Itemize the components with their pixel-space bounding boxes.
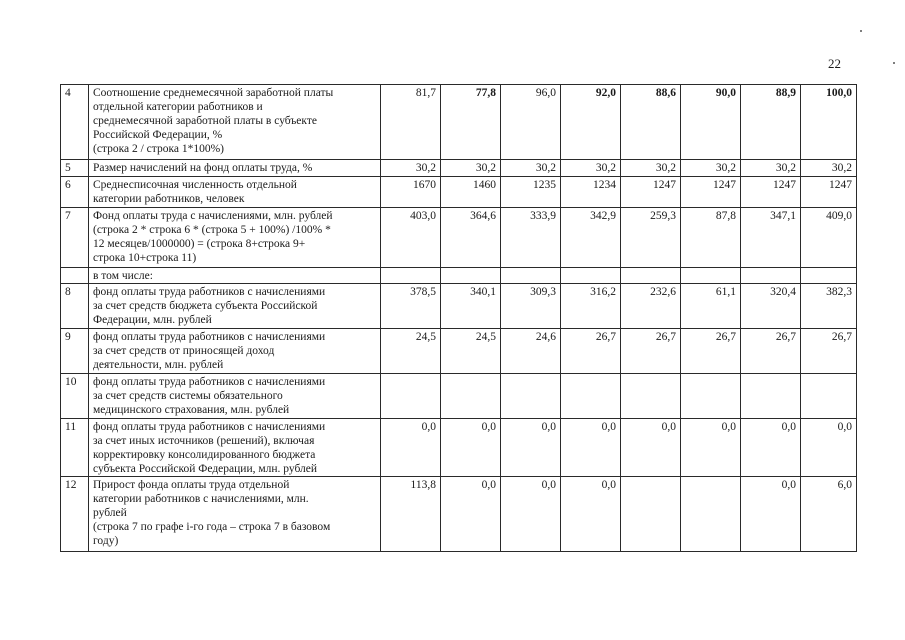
table-row: [61, 477, 857, 552]
value-cell: 30,2: [501, 160, 561, 177]
value-cell: [381, 268, 441, 284]
description-line: за счет средств от приносящей доход: [93, 345, 275, 357]
value-cell: [621, 268, 681, 284]
value-cell: 0,0: [801, 419, 857, 477]
value-cell: 24,6: [501, 329, 561, 374]
value-cell: [561, 268, 621, 284]
row-number: 5: [61, 160, 89, 177]
value-cell: 30,2: [741, 160, 801, 177]
description-line: строка 10+строка 11): [93, 252, 197, 264]
value-cell: 320,4: [741, 284, 801, 329]
description-line: Среднесписочная численность отдельной: [93, 179, 297, 191]
value-cell: 340,1: [441, 284, 501, 329]
row-number: 10: [61, 374, 89, 419]
value-cell: 26,7: [681, 329, 741, 374]
description-line: рублей: [93, 507, 127, 519]
description-line: Федерации, млн. рублей: [93, 314, 212, 326]
row-description: [89, 177, 381, 208]
value-cell: 77,8: [441, 85, 501, 160]
value-cell: 333,9: [501, 208, 561, 268]
value-cell: 0,0: [621, 419, 681, 477]
value-cell: 403,0: [381, 208, 441, 268]
value-cell: 88,9: [741, 85, 801, 160]
value-cell: 100,0: [801, 85, 857, 160]
row-description: [89, 419, 381, 477]
value-cell: [681, 268, 741, 284]
value-cell: 113,8: [381, 477, 441, 552]
report-table: [60, 84, 857, 552]
value-cell: 364,6: [441, 208, 501, 268]
value-cell: [621, 477, 681, 552]
value-cell: [801, 374, 857, 419]
value-cell: 0,0: [381, 419, 441, 477]
value-cell: 26,7: [801, 329, 857, 374]
value-cell: 1247: [621, 177, 681, 208]
description-line: отдельной категории работников и: [93, 101, 263, 113]
value-cell: 382,3: [801, 284, 857, 329]
value-cell: 6,0: [801, 477, 857, 552]
value-cell: [741, 374, 801, 419]
description-line: 12 месяцев/1000000) = (строка 8+строка 9+: [93, 238, 306, 250]
value-cell: 61,1: [681, 284, 741, 329]
table-row: [61, 85, 857, 160]
description-line: субъекта Российской Федерации, млн. рублей: [93, 463, 318, 475]
description-line: Российской Федерации, %: [93, 129, 223, 141]
value-cell: [681, 477, 741, 552]
value-cell: 30,2: [441, 160, 501, 177]
row-number: 6: [61, 177, 89, 208]
value-cell: 92,0: [561, 85, 621, 160]
description-line: Фонд оплаты труда с начислениями, млн. рублей: [93, 210, 333, 222]
value-cell: 0,0: [441, 419, 501, 477]
value-cell: [441, 268, 501, 284]
description-line: за счет средств системы обязательного: [93, 390, 283, 402]
row-number: 11: [61, 419, 89, 477]
row-description: [89, 85, 381, 160]
table-row: [61, 268, 857, 284]
value-cell: 30,2: [801, 160, 857, 177]
description-line: фонд оплаты труда работников с начислениями: [93, 376, 326, 388]
row-description: [89, 477, 381, 552]
value-cell: 0,0: [681, 419, 741, 477]
row-number: 8: [61, 284, 89, 329]
row-number: 12: [61, 477, 89, 552]
row-description: [89, 284, 381, 329]
description-line: фонд оплаты труда работников с начислениями: [93, 421, 326, 433]
description-line: категории работников с начислениями, млн.: [93, 493, 309, 505]
description-line: деятельности, млн. рублей: [93, 359, 224, 371]
row-number: 7: [61, 208, 89, 268]
value-cell: 96,0: [501, 85, 561, 160]
description-line: категории работников, человек: [93, 193, 245, 205]
row-number: 4: [61, 85, 89, 160]
value-cell: 1235: [501, 177, 561, 208]
value-cell: 30,2: [561, 160, 621, 177]
value-cell: 1247: [741, 177, 801, 208]
row-description: [89, 160, 381, 177]
value-cell: [381, 374, 441, 419]
value-cell: [561, 374, 621, 419]
value-cell: 0,0: [741, 477, 801, 552]
value-cell: [621, 374, 681, 419]
value-cell: [801, 268, 857, 284]
value-cell: 0,0: [501, 477, 561, 552]
value-cell: 0,0: [441, 477, 501, 552]
value-cell: 26,7: [621, 329, 681, 374]
value-cell: 0,0: [501, 419, 561, 477]
description-line: фонд оплаты труда работников с начислениями: [93, 331, 326, 343]
value-cell: [741, 268, 801, 284]
description-line: медицинского страхования, млн. рублей: [93, 404, 290, 416]
description-line: корректировку консолидированного бюджета: [93, 449, 316, 461]
description-line: фонд оплаты труда работников с начислениями: [93, 286, 326, 298]
table-row: [61, 160, 857, 177]
value-cell: 30,2: [621, 160, 681, 177]
value-cell: [681, 374, 741, 419]
value-cell: 0,0: [561, 419, 621, 477]
value-cell: 26,7: [561, 329, 621, 374]
value-cell: 87,8: [681, 208, 741, 268]
value-cell: 30,2: [681, 160, 741, 177]
table-row: [61, 177, 857, 208]
row-description: [89, 268, 381, 284]
value-cell: [441, 374, 501, 419]
row-description: [89, 329, 381, 374]
value-cell: 90,0: [681, 85, 741, 160]
value-cell: 0,0: [561, 477, 621, 552]
value-cell: 24,5: [381, 329, 441, 374]
value-cell: 232,6: [621, 284, 681, 329]
value-cell: 309,3: [501, 284, 561, 329]
description-line: Прирост фонда оплаты труда отдельной: [93, 479, 290, 491]
description-line: Соотношение среднемесячной заработной платы: [93, 87, 334, 99]
description-line: в том числе:: [93, 270, 153, 282]
value-cell: 1670: [381, 177, 441, 208]
description-line: Размер начислений на фонд оплаты труда, %: [93, 162, 313, 174]
description-line: году): [93, 535, 119, 547]
description-line: за счет средств бюджета субъекта Российской: [93, 300, 318, 312]
value-cell: 347,1: [741, 208, 801, 268]
page-number: 22: [828, 56, 841, 71]
value-cell: 30,2: [381, 160, 441, 177]
scan-speck: [860, 30, 862, 32]
value-cell: [501, 374, 561, 419]
table-row: [61, 329, 857, 374]
value-cell: [501, 268, 561, 284]
table-row: [61, 208, 857, 268]
description-line: (строка 7 по графе i-го года – строка 7 в базовом: [93, 521, 331, 533]
value-cell: 1234: [561, 177, 621, 208]
description-line: (строка 2 / строка 1*100%): [93, 143, 225, 155]
value-cell: 1460: [441, 177, 501, 208]
value-cell: 24,5: [441, 329, 501, 374]
table-row: [61, 284, 857, 329]
value-cell: 1247: [801, 177, 857, 208]
row-number: [61, 268, 89, 284]
value-cell: 1247: [681, 177, 741, 208]
value-cell: 81,7: [381, 85, 441, 160]
row-description: [89, 374, 381, 419]
value-cell: 26,7: [741, 329, 801, 374]
description-line: среднемесячной заработной платы в субъекте: [93, 115, 317, 127]
value-cell: 0,0: [741, 419, 801, 477]
description-line: за счет иных источников (решений), включая: [93, 435, 315, 447]
value-cell: 378,5: [381, 284, 441, 329]
row-description: [89, 208, 381, 268]
value-cell: 259,3: [621, 208, 681, 268]
table-row: [61, 419, 857, 477]
value-cell: 88,6: [621, 85, 681, 160]
scan-speck: [893, 62, 895, 64]
row-number: 9: [61, 329, 89, 374]
value-cell: 316,2: [561, 284, 621, 329]
table-row: [61, 374, 857, 419]
description-line: (строка 2 * строка 6 * (строка 5 + 100%) /100% *: [93, 224, 331, 236]
value-cell: 409,0: [801, 208, 857, 268]
value-cell: 342,9: [561, 208, 621, 268]
